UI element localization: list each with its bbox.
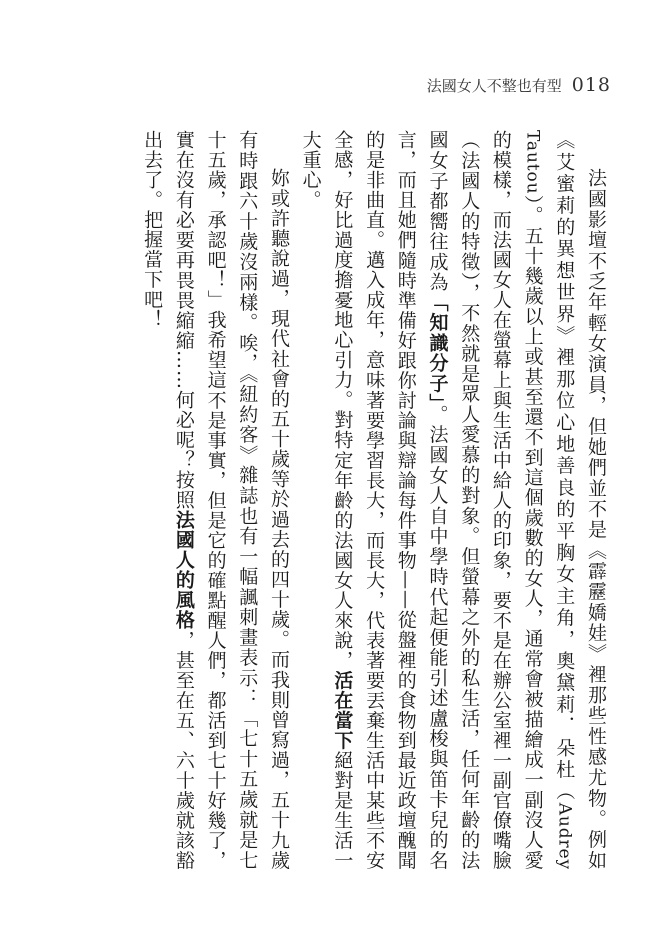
text-run: 。法國女人自中學時代起便能引述盧梭與笛卡兒的名言，而且她們隨時準備好跟你討論與辯論每件事物——從盤裡的食物到最近政壇醜聞的是非曲直。邁入成年，意味著要學習長大，而長大，代表著要丟棄生活中某些不安全感，好比過度擔憂地心引力。對特定年齡的法國女人來說，: [331, 130, 449, 870]
text-run: 絕對是生活一大重心。: [299, 130, 354, 870]
bold-emphasis: 「知識分子」: [426, 292, 449, 405]
text-run: ）。五十幾歲以上或甚至還不到這個歲數的女人，通常會被描繪成一副沒人愛的模樣，而法國女人在螢幕上與生活中給人的印象，要不是在辦公室裡一副官僚嘴臉（法國人的特徵），不然就是眾人愛慕的對象。但螢幕之外的私生活，任何年齡的法國女子都嚮往成為: [426, 130, 544, 870]
bold-emphasis: 活在當下: [331, 670, 354, 751]
text-run: ，甚至在五、六十歲就該豁出去了。把握當下吧！: [141, 130, 195, 870]
page-number: 018: [571, 74, 611, 96]
text-run: 法國影壇不乏年輕女演員，但她們並不是《霹靂嬌娃》裡那些性感尤物。例如《艾蜜莉的異想世界》裡那位心地善良的平胸女主角，奧黛莉．朵杜（: [553, 130, 607, 870]
paragraph: [294, 130, 611, 870]
body-text: [51, 130, 611, 870]
running-head: [427, 74, 611, 96]
text-run: 妳或許聽說過，現代社會的五十歲等於過去的四十歲。而我則曾寫過，五十九歲有時跟六十歲沒兩樣。唉，《紐約客》雜誌也有一幅諷刺畫表示：「七十五歲就是七十五歲，承認吧！」我希望這不是事實，但是它的確點醒人們，都活到七十好幾了，實在沒有必要再畏畏縮縮……何必呢？按照: [172, 130, 290, 870]
paragraph: [135, 130, 294, 870]
running-head-book-title: 法國女人不整也有型: [426, 77, 562, 95]
bold-emphasis: 法國人的風格: [172, 510, 195, 631]
latin-name-run: Audrey Tautou: [522, 130, 575, 870]
